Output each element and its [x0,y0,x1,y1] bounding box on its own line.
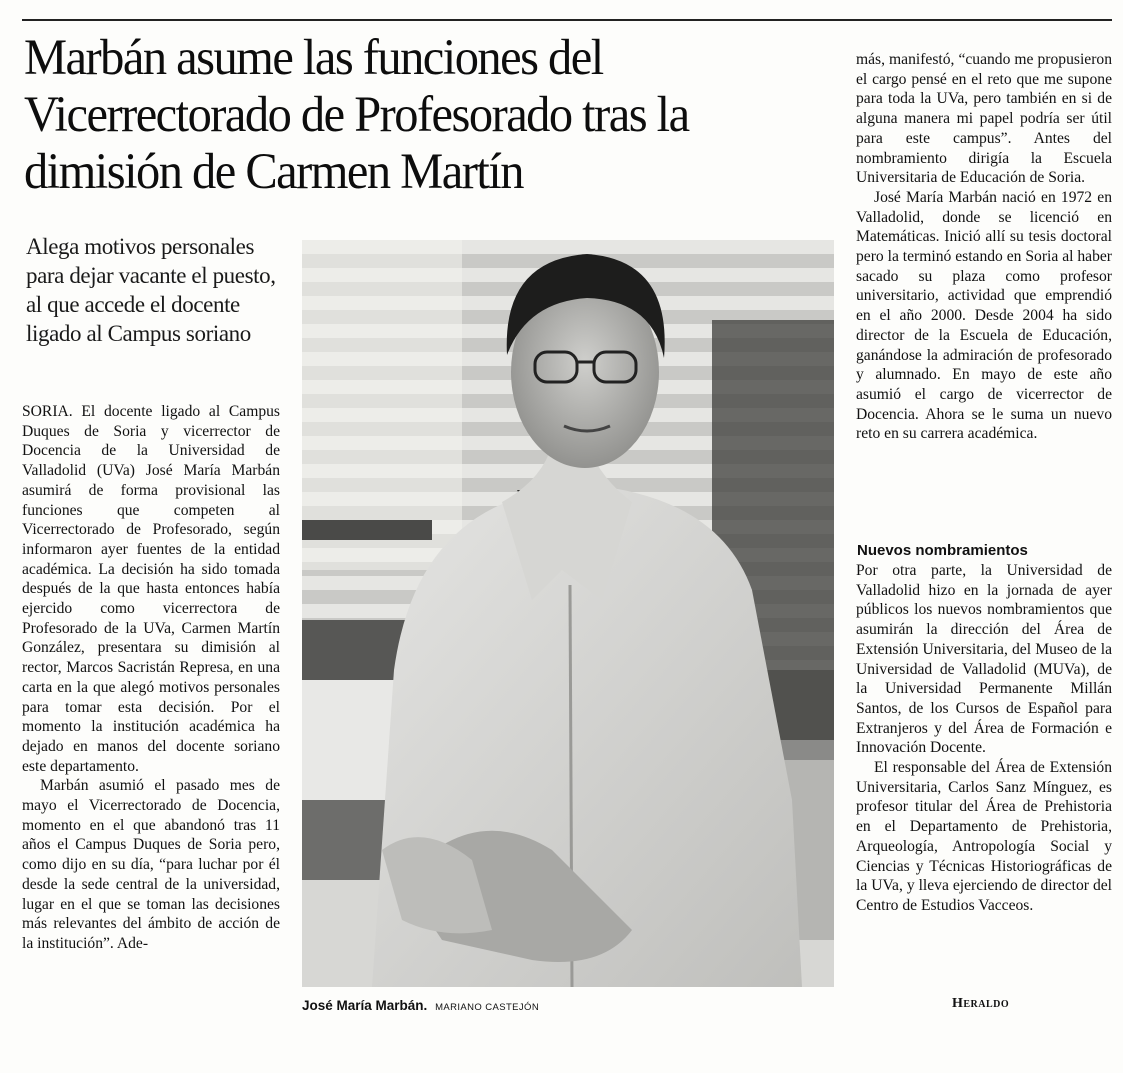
photo-caption [302,998,539,1013]
portrait-photo [302,240,834,987]
body-paragraph: más, manifestó, “cuando me propusieron el cargo pensé en el reto que me supone para toda la UVa, pero también en si de alguna manera mi papel podría ser útil para este campus”. Antes del nombramiento dirigía la Escuela Universitaria de Educación de Soria. [856,51,1112,187]
body-paragraph: Por otra parte, la Universidad de Valladolid hizo en la jornada de ayer públicos los nuevos nombramientos que asumirán la dirección del Área de Extensión Universitaria, del Museo de la Universidad de Valladolid (MUVa), de la Universidad Permanente Millán Santos, de los Cursos de Español para Extranjeros y del Área de Formación e Innovación Docente. [856,562,1112,757]
publication-signoff: Heraldo [952,996,1010,1011]
portrait-illustration [302,240,834,987]
section-subhead: Nuevos nombramientos [857,542,1028,559]
top-rule [22,19,1112,21]
headline: Marbán asume las funciones del Vicerrectorado de Profesorado tras la dimisión de Carmen Martín [24,30,689,200]
body-paragraph: José María Marbán nació en 1972 en Valladolid, donde se licenció en Matemáticas. Inició allí su tesis doctoral pero la terminó estando en Soria al haber sacado su plaza como profesor universitario, actividad que emprendió en el año 2000. Desde 2004 ha sido director de la Escuela de Educación, ganándose la admiración de profesorado y alumnado. En mayo de este año asumió el cargo de vicerrector de Docencia. Ahora se le suma un nuevo reto en su carrera académica. [856,188,1112,443]
body-paragraph: El responsable del Área de Extensión Universitaria, Carlos Sanz Mínguez, es profesor titular del Área de Prehistoria en el Departamento de Prehistoria, Arqueología, Antropología Social y Ciencias y Técnicas Historiográficas de la UVa, y lleva ejerciendo de director del Centro de Estudios Vacceos. [856,759,1112,914]
body-paragraph: SORIA. El docente ligado al Campus Duques de Soria y vicerrector de Docencia de la Universidad de Valladolid (UVa) José María Marbán asumirá de forma provisional las funciones que competen al Vicerrectorado de Profesorado, según informaron ayer fuentes de la entidad académica. La decisión ha sido tomada después de la que hasta entonces había ejercido como vicerrectora de Profesorado de la UVa, Carmen Martín González, presentara su dimisión al rector, Marcos Sacristán Represa, en una carta en la que alegó motivos personales para tomar esta decisión. Por el momento la institución académica ha dejado en manos del docente soriano este departamento. [22,403,280,775]
body-column-2 [856,50,1112,444]
body-column-1 [22,402,280,954]
deck: Alega motivos personales para dejar vacante el puesto, al que accede el docente ligado al Campus soriano [26,234,276,346]
body-column-2-continued [856,561,1112,916]
body-paragraph: Marbán asumió el pasado mes de mayo el Vicerrectorado de Docencia, momento en el que abandonó tras 11 años el Campus Duques de Soria pero, como dijo en su día, “para luchar por él desde la sede central de la universidad, lugar en el que se toman las decisiones más relevantes del ámbito de acción de la institución”. Ade- [22,777,280,952]
caption-name: José María Marbán. [302,998,428,1013]
photo-credit: MARIANO CASTEJÓN [435,1002,540,1013]
